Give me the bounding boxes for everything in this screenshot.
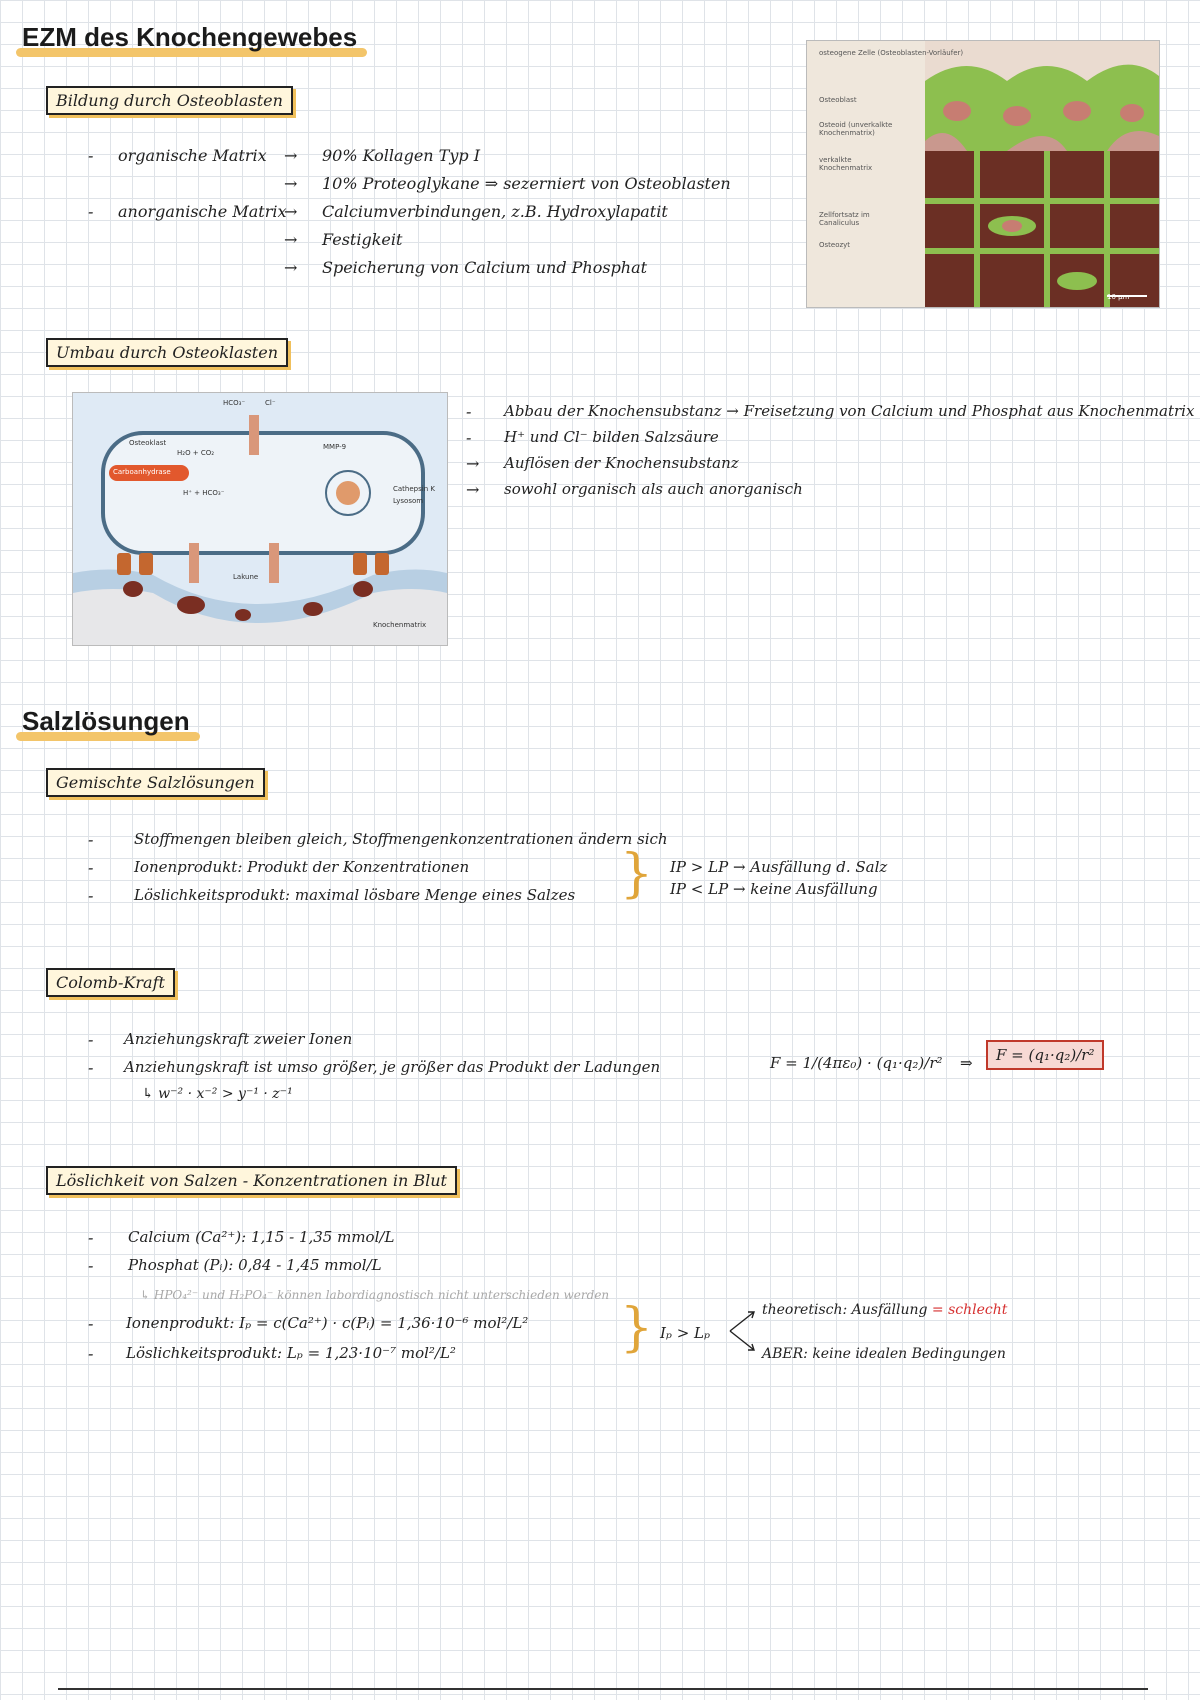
fig1-label-osteogene-zelle: osteogene Zelle (Osteoblasten-Vorläufer) [819,49,964,57]
bildung-label: organische Matrix [118,146,267,165]
gemischte-point-bullet: - [88,858,94,877]
branch-theoretisch: theoretisch: Ausfällung = schlecht [762,1302,1008,1318]
fig1-label-osteoblast: Osteoblast [819,96,857,104]
heading-loeslichkeit: Löslichkeit von Salzen - Konzentrationen in Blut [46,1166,457,1195]
bildung-bullet: - [88,202,94,221]
product-row-text: Löslichkeitsprodukt: Lₚ = 1,23·10⁻⁷ mol²/L² [126,1344,456,1362]
fig2-label-lakune: Lakune [233,573,259,581]
bildung-arrow: → [284,146,298,165]
branch-aber: ABER: keine idealen Bedingungen [762,1346,1006,1362]
ip-greater-lp: Iₚ > Lₚ [660,1324,710,1342]
fig2-label-cathepsin: Cathepsin K [393,485,435,493]
fig2-label-knochenmatrix: Knochenmatrix [373,621,427,629]
osteoblast-figure [806,40,1160,308]
rule-ip-less: IP < LP → keine Ausfällung [670,880,878,898]
bildung-arrow: → [284,174,298,193]
blood-value-text: Phosphat (Pᵢ): 0,84 - 1,45 mmol/L [128,1256,382,1274]
fig2-label-hco3: HCO₃⁻ [223,399,246,407]
fig1-scale-label: 10 µm [1107,293,1130,301]
fig2-label-cl: Cl⁻ [265,399,276,407]
section-title-salz: Salzlösungen [22,706,190,737]
gemischte-point-text: Stoffmengen bleiben gleich, Stoffmengenkonzentrationen ändern sich [134,830,668,848]
coulomb-example: ↳ w⁻² · x⁻² > y⁻¹ · z⁻¹ [142,1086,293,1102]
blood-value-bullet: - [88,1228,94,1247]
blood-value-text: Calcium (Ca²⁺): 1,15 - 1,35 mmol/L [128,1228,395,1246]
bildung-bullet: - [88,146,94,165]
umbau-point-bullet: → [466,480,480,499]
rule-ip-greater: IP > LP → Ausfällung d. Salz [670,858,888,876]
fig2-label-carboanhydrase: Carboanhydrase [113,468,171,476]
section-title-ezm: EZM des Knochengewebes [22,22,357,53]
schlecht-label: = schlecht [931,1302,1008,1318]
coulomb-boxed-formula: F = (q₁·q₂)/r² [986,1040,1104,1070]
heading-umbau: Umbau durch Osteoklasten [46,338,288,367]
osteoclast-figure [72,392,448,646]
heading-coulomb: Colomb-Kraft [46,968,175,997]
fig1-label-verkalkt: verkalkte Knochenmatrix [819,156,873,173]
gemischte-point-bullet: - [88,830,94,849]
umbau-point-text: Abbau der Knochensubstanz → Freisetzung von Calcium und Phosphat aus Knochenmatrix [504,402,1195,420]
fig2-label-mmp9: MMP-9 [323,443,347,451]
product-row-text: Ionenprodukt: Iₚ = c(Ca²⁺) · c(Pᵢ) = 1,36·10⁻⁶ mol²/L² [126,1314,529,1332]
bildung-text: 90% Kollagen Typ I [322,146,481,165]
umbau-point-text: sowohl organisch als auch anorganisch [504,480,803,498]
gemischte-point-bullet: - [88,886,94,905]
fig2-label-h2o-co2: H₂O + CO₂ [177,449,215,457]
coulomb-point-text: Anziehungskraft ist umso größer, je größer das Produkt der Ladungen [124,1058,661,1076]
bildung-text: Speicherung von Calcium und Phosphat [322,258,648,277]
gemischte-point-text: Ionenprodukt: Produkt der Konzentrationen [134,858,470,876]
gemischte-point-text: Löslichkeitsprodukt: maximal lösbare Menge eines Salzes [134,886,576,904]
heading-bildung: Bildung durch Osteoblasten [46,86,293,115]
bildung-arrow: → [284,202,298,221]
heading-gemischte: Gemischte Salzlösungen [46,768,265,797]
fig1-label-zellfortsatz: Zellfortsatz im Canaliculus [819,211,870,228]
fig1-label-osteozyt: Osteozyt [819,241,851,249]
osteoclast-diagram [73,393,447,645]
bildung-label: anorganische Matrix [118,202,287,221]
branch-arrows [728,1306,758,1356]
fig1-label-osteoid: Osteoid (unverkalkte Knochenmatrix) [819,121,893,138]
product-row-bullet: - [88,1314,94,1333]
osteoblast-diagram [807,41,1159,307]
coulomb-formula: F = 1/(4πε₀) · (q₁·q₂)/r² [770,1054,943,1072]
umbau-point-bullet: - [466,402,472,421]
umbau-point-bullet: - [466,428,472,447]
bildung-text: Festigkeit [322,230,403,249]
gemischte-brace: } [620,844,654,904]
bottom-rule [58,1688,1148,1690]
fig2-label-h-hco3: H⁺ + HCO₃⁻ [183,489,225,497]
coulomb-point-text: Anziehungskraft zweier Ionen [124,1030,353,1048]
umbau-point-text: Auflösen der Knochensubstanz [504,454,739,472]
fig2-label-osteoklast: Osteoklast [129,439,167,447]
umbau-point-bullet: → [466,454,480,473]
products-brace: } [620,1298,654,1358]
coulomb-point-bullet: - [88,1058,94,1077]
coulomb-point-bullet: - [88,1030,94,1049]
hpo4-note: ↳ HPO₄²⁻ und H₂PO₄⁻ können labordiagnostisch nicht unterschieden werden [140,1288,610,1302]
bildung-arrow: → [284,258,298,277]
bildung-text: Calciumverbindungen, z.B. Hydroxylapatit [322,202,668,221]
product-row-bullet: - [88,1344,94,1363]
blood-value-bullet: - [88,1256,94,1275]
fig2-label-lysosom: Lysosom [393,497,424,505]
implies-arrow: ⇒ [960,1054,973,1072]
bildung-arrow: → [284,230,298,249]
umbau-point-text: H⁺ und Cl⁻ bilden Salzsäure [504,428,719,446]
bildung-text: 10% Proteoglykane ⇒ sezerniert von Osteoblasten [322,174,731,193]
